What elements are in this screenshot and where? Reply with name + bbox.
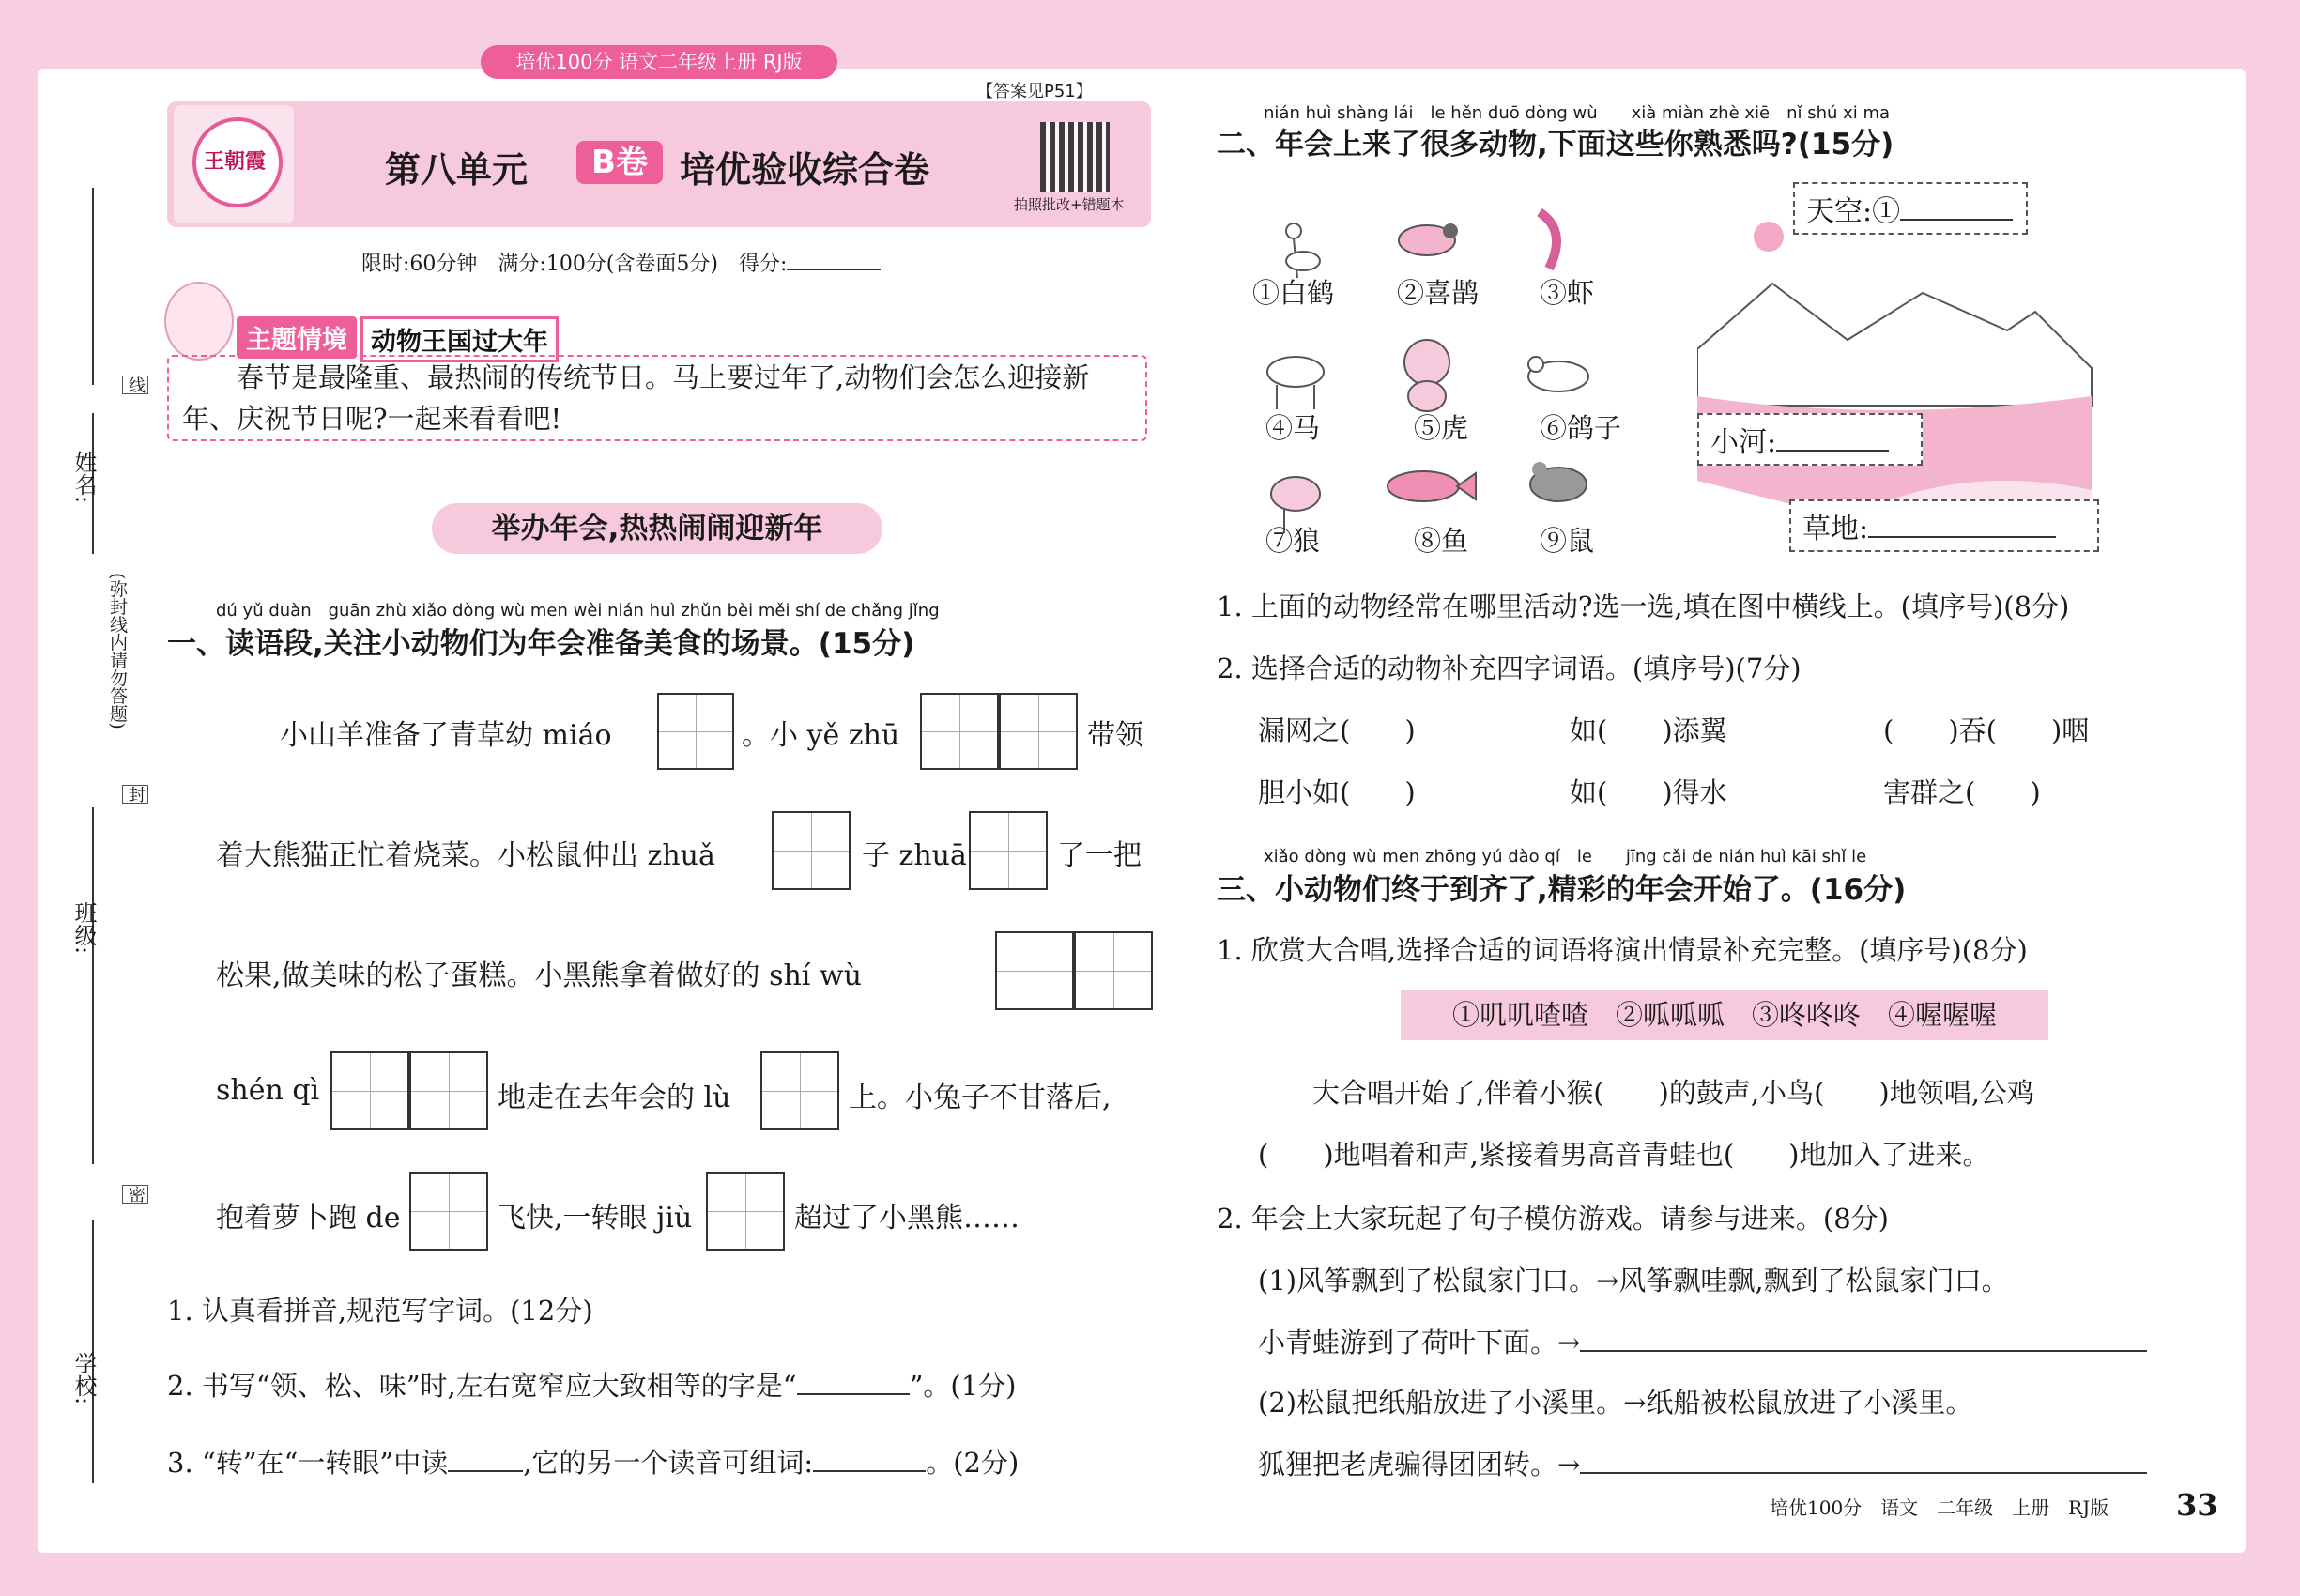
question-3: [167, 1442, 1019, 1481]
sky-label: 天空:①: [1806, 195, 1901, 228]
char-box[interactable]: [1074, 931, 1153, 1010]
answer-blank[interactable]: [813, 1470, 926, 1472]
char-box[interactable]: [999, 693, 1078, 770]
exercise-2-text: 狐狸把老虎骗得团团转。→: [1258, 1449, 1581, 1481]
word-options: ①叽叽喳喳 ②呱呱呱 ③咚咚咚 ④喔喔喔: [1401, 990, 2048, 1040]
seal-mark-seal: 封: [122, 785, 148, 804]
animal-illustrations: [1239, 184, 1633, 560]
section3-title: 三、小动物们终于到齐了,精彩的年会开始了。(16分): [1217, 873, 1907, 907]
passage-text: 。小 yě zhū: [742, 719, 900, 752]
mouse-icon: [1530, 462, 1587, 501]
question-3-middle: ,它的另一个读音可组词:: [523, 1447, 814, 1479]
river-label: 小河:: [1710, 426, 1777, 459]
grass-label-box: [1789, 499, 2099, 552]
idiom-item[interactable]: 如( )添翼: [1570, 714, 1727, 746]
paper-badge: B卷: [576, 141, 663, 184]
exam-meta-text: 限时:60分钟 满分:100分(含卷面5分) 得分:: [361, 253, 788, 276]
animal-label: ⑨鼠: [1540, 525, 1595, 557]
question-2: [167, 1365, 1017, 1404]
idiom-item[interactable]: 害群之( ): [1883, 776, 2041, 808]
char-box[interactable]: [409, 1051, 488, 1130]
passage-text: 小山羊准备了青草幼 miáo: [280, 719, 612, 752]
section-pill: 举办年会,热热闹闹迎新年: [432, 503, 882, 554]
section2-title: 二、年会上来了很多动物,下面这些你熟悉吗?(15分): [1217, 128, 1894, 161]
question-2-text: 2. 书写“领、松、味”时,左右宽窄应大致相等的字是“: [167, 1370, 797, 1402]
question-2-end: ”。(1分): [909, 1370, 1017, 1402]
char-box[interactable]: [657, 693, 734, 770]
shrimp-icon: [1540, 212, 1556, 269]
passage-text: 松果,做美味的松子蛋糕。小黑熊拿着做好的 shí wù: [216, 959, 862, 992]
question-3-2: 2. 年会上大家玩起了句子模仿游戏。请参与进来。(8分): [1217, 1203, 1889, 1235]
page-number: 33: [2176, 1487, 2218, 1523]
animal-label: ②喜鹊: [1397, 277, 1480, 309]
girl-mascot-icon: [164, 282, 234, 361]
binding-line: [92, 188, 94, 385]
name-label: 姓名:: [70, 451, 97, 504]
unit-title: 第八单元: [385, 149, 529, 191]
answer-line[interactable]: [1580, 1472, 2147, 1474]
footer-text: 培优100分 语文 二年级 上册 RJ版: [1770, 1496, 2109, 1519]
class-label: 班级:: [70, 901, 97, 955]
question-3-end: 。(2分): [926, 1447, 1020, 1479]
qr-caption: 拍照批改+错题本: [1014, 196, 1125, 213]
exercise-1-text: 小青蛙游到了荷叶下面。→: [1258, 1327, 1581, 1358]
example-1: (1)风筝飘到了松鼠家门口。→风筝飘哇飘,飘到了松鼠家门口。: [1258, 1265, 2009, 1297]
char-box[interactable]: [760, 1051, 839, 1130]
grass-label: 草地:: [1802, 513, 1869, 545]
passage-text: shén qì: [216, 1074, 320, 1107]
char-box[interactable]: [409, 1172, 488, 1251]
seal-mark-secret: 密: [122, 1185, 148, 1204]
passage-text: 超过了小黑熊……: [794, 1202, 1020, 1235]
fish-icon: [1388, 471, 1476, 501]
section1-title: 一、读语段,关注小动物们为年会准备美食的场景。(15分): [167, 627, 915, 661]
char-box[interactable]: [995, 931, 1074, 1010]
horse-icon: [1267, 357, 1324, 409]
sun-icon: [1754, 222, 1784, 252]
passage-text: 子 zhuā: [862, 839, 967, 872]
passage-text: 带领: [1087, 719, 1143, 752]
section1-pinyin: dú yǔ duàn guān zhù xiǎo dòng wù men wèi nián huì zhǔn bèi měi shí de chǎng jǐng: [216, 601, 940, 621]
school-label: 学校:: [70, 1352, 97, 1405]
animal-label: ⑦狼: [1265, 525, 1321, 557]
chorus-text: 大合唱开始了,伴着小猴( )的鼓声,小鸟( )地领唱,公鸡: [1258, 1077, 2034, 1109]
dove-icon: [1528, 357, 1588, 391]
score-blank[interactable]: [787, 269, 881, 270]
seal-warning: (弥封线内请勿答题): [107, 573, 128, 729]
idiom-item[interactable]: 胆小如( ): [1258, 776, 1416, 808]
header-pill: 培优100分 语文二年级上册 RJ版: [481, 45, 837, 79]
passage-text: 了一把: [1057, 839, 1142, 872]
section2-pinyin: nián huì shàng lái le hěn duō dòng wù xià miàn zhè xiē nǐ shú xi ma: [1264, 103, 1891, 123]
question-2-2: 2. 选择合适的动物补充四字词语。(填序号)(7分): [1217, 652, 1802, 684]
intro-text: 春节是最隆重、最热闹的传统节日。马上要过年了,动物们会怎么迎接新年、庆祝节日呢?一起来看看吧!: [167, 355, 1147, 441]
seal-mark-line: 线: [122, 376, 148, 394]
idiom-item[interactable]: 漏网之( ): [1258, 714, 1416, 746]
animal-label: ⑥鸽子: [1540, 412, 1622, 444]
logo-text: 王朝霞: [203, 149, 266, 174]
animal-label: ④马: [1265, 412, 1321, 444]
char-box[interactable]: [772, 811, 851, 890]
answer-blank[interactable]: [797, 1393, 910, 1395]
exercise-2: [1258, 1444, 2147, 1482]
char-box[interactable]: [920, 693, 999, 770]
answer-blank[interactable]: [448, 1470, 523, 1472]
question-2-1: 1. 上面的动物经常在哪里活动?选一选,填在图中横线上。(填序号)(8分): [1217, 591, 2070, 622]
question-3-text: 3. “转”在“一转眼”中读: [167, 1447, 449, 1479]
animal-label: ③虾: [1540, 277, 1595, 309]
answer-reference: 【答案见P51】: [976, 82, 1093, 101]
char-box[interactable]: [706, 1172, 785, 1251]
exam-meta: [361, 248, 881, 277]
passage-text: 上。小兔子不甘落后,: [849, 1082, 1112, 1114]
idiom-item[interactable]: 如( )得水: [1570, 776, 1727, 808]
passage-text: 着大熊猫正忙着烧菜。小松鼠伸出 zhuǎ: [216, 839, 715, 872]
river-label-box: [1697, 413, 1923, 466]
grass-blank[interactable]: [1868, 536, 2056, 538]
exam-title: 培优验收综合卷: [680, 149, 930, 191]
question-3-1: 1. 欣赏大合唱,选择合适的词语将演出情景补充完整。(填序号)(8分): [1217, 934, 2028, 966]
sky-label-box: [1793, 182, 2028, 235]
char-box[interactable]: [330, 1051, 409, 1130]
idiom-item[interactable]: ( )吞( )咽: [1883, 714, 2090, 746]
crane-icon: [1286, 223, 1320, 278]
binding-line: [92, 807, 94, 1164]
tiger-icon: [1404, 340, 1449, 411]
river-blank[interactable]: [1776, 450, 1889, 452]
section3-pinyin: xiǎo dòng wù men zhōng yú dào qí le jīng cǎi de nián huì kāi shǐ le: [1264, 847, 1867, 867]
exercise-1: [1258, 1322, 2147, 1360]
passage-text: 抱着萝卜跑 de: [216, 1202, 401, 1235]
animal-label: ①白鹤: [1252, 277, 1335, 309]
example-2: (2)松鼠把纸船放进了小溪里。→纸船被松鼠放进了小溪里。: [1258, 1387, 1973, 1419]
magpie-icon: [1399, 223, 1458, 255]
question-1: 1. 认真看拼音,规范写字词。(12分): [167, 1295, 593, 1327]
passage-text: 飞快,一转眼 jiù: [498, 1202, 693, 1235]
habitat-scene: [1697, 180, 2101, 548]
answer-line[interactable]: [1580, 1350, 2147, 1352]
mountain-icon: [1697, 284, 2092, 406]
passage-text: 地走在去年会的 lù: [498, 1082, 731, 1114]
animal-label: ⑧鱼: [1414, 525, 1469, 557]
char-box[interactable]: [969, 811, 1048, 890]
sky-blank[interactable]: [1900, 219, 2013, 221]
theme-tag: 主题情境: [237, 316, 357, 359]
chorus-text: ( )地唱着和声,紧接着男高音青蛙也( )地加入了进来。: [1258, 1139, 1990, 1171]
theme-name: 动物王国过大年: [360, 316, 559, 362]
animal-label: ⑤虎: [1414, 412, 1469, 444]
qr-code-icon[interactable]: [1040, 122, 1110, 192]
